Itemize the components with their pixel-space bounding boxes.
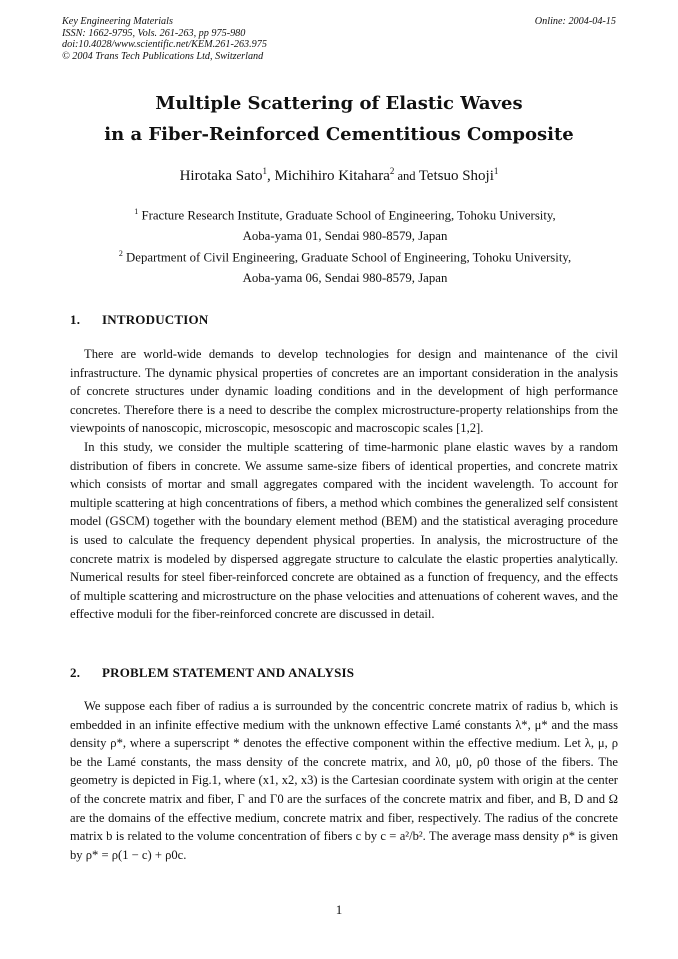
author-3-affil: 1	[493, 166, 499, 176]
author-list	[0, 166, 678, 185]
title-line-1: Multiple Scattering of Elastic Waves	[155, 93, 523, 114]
title-line-2: in a Fiber-Reinforced Cementitious Composite	[104, 124, 574, 145]
section-1-number: 1.	[70, 312, 81, 327]
affiliation-2-line-2: Aoba-yama 06, Sendai 980-8579, Japan	[242, 271, 448, 286]
author-2: Michihiro Kitahara	[274, 168, 390, 184]
affiliation-2-line-1: Department of Civil Engineering, Graduate School of Engineering, Tohoku University,	[126, 250, 572, 265]
affiliation-1	[90, 201, 600, 247]
author-1-affil: 1	[262, 166, 267, 176]
affiliation-1-line-2: Aoba-yama 01, Sendai 980-8579, Japan	[242, 229, 448, 244]
journal-name: Key Engineering Materials	[62, 16, 173, 27]
author-separator: ,	[266, 168, 275, 184]
journal-header	[62, 16, 616, 62]
section-2-number: 2.	[70, 665, 81, 680]
paragraph-intro-1: There are world-wide demands to develop technologies for design and maintenance of the civil infrastructure. The dynamic physical properties of concretes are an important consideration in the analysis of concrete structures under dynamic loading conditions and in the development of high performance concretes. Therefore there is a need to describe the complex microstructure-property relationships from the viewpoints of nanoscopic, microscopic, mesoscopic and macroscopic scales [1,2].	[70, 347, 618, 436]
author-and: and	[394, 169, 419, 183]
issn-line: ISSN: 1662-9795, Vols. 261-263, pp 975-980	[62, 27, 246, 39]
section-heading-problem-statement	[70, 665, 354, 681]
paragraph-intro-2: In this study, we consider the multiple scattering of time-harmonic plane elastic waves by a random distribution of fibers in concrete. We assume same-size fibers of identical properties, and concrete matrix which consists of mortar and small aggregates compared with the incident wavelength. To account for multiple scattering at high concentrations of fibers, a method which combines the generalized self consistent model (GSCM) together with the boundary element method (BEM) and the statistical averaging procedure is used to calculate the frequency dependent physical properties. In analysis, the microstructure of the concrete matrix is modeled by dispersed aggregate structure to calculate the elastic properties analytically. Numerical results for steel fiber-reinforced concrete are obtained as a function of frequency, and the effects of multiple scattering and microstructure on the phase velocities and attenuations of coherent waves, and the effective moduli for the fiber-reinforced concrete are discussed in detail.	[70, 440, 618, 622]
affiliation-2	[90, 243, 600, 289]
doi-line: doi:10.4028/www.scientific.net/KEM.261-263.975	[62, 39, 267, 51]
section-heading-introduction	[70, 312, 208, 328]
page-number: 1	[335, 902, 343, 917]
online-date: Online: 2004-04-15	[534, 16, 616, 27]
paper-title	[0, 88, 678, 150]
author-3: Tetsuo Shoji	[418, 168, 494, 184]
affiliation-2-num: 2	[118, 249, 123, 258]
affiliation-1-line-1: Fracture Research Institute, Graduate School of Engineering, Tohoku University,	[141, 208, 556, 223]
copyright-line: © 2004 Trans Tech Publications Ltd, Switzerland	[62, 50, 264, 62]
section-2-title: PROBLEM STATEMENT AND ANALYSIS	[102, 665, 355, 680]
affiliation-1-num: 1	[134, 207, 139, 216]
section-1-title: INTRODUCTION	[102, 312, 209, 327]
author-2-affil: 2	[389, 166, 395, 176]
author-1: Hirotaka Sato	[179, 168, 263, 184]
paragraph-problem-1: We suppose each fiber of radius a is surrounded by the concentric concrete matrix of radius b, which is embedded in an infinite effective medium with the unknown effective Lamé constants λ*, μ* and the mass density ρ*, where a superscript * denotes the effective component within the effective medium. Let λ, μ, ρ be the Lamé constants, the mass density of the concrete matrix, and λ0, μ0, ρ0 those of the fibers. The geometry is depicted in Fig.1, where (x1, x2, x3) is the Cartesian coordinate system with origin at the center of the concrete matrix and fiber, Γ and Γ0 are the surfaces of the concrete matrix and fiber, and B, D and Ω are the domains of the effective medium, concrete matrix and fiber, respectively. The radius of the concrete matrix b is related to the volume concentration of fibers c by c = a²/b². The average mass density ρ* is given by ρ* = ρ(1 − c) + ρ0c.	[70, 699, 618, 862]
